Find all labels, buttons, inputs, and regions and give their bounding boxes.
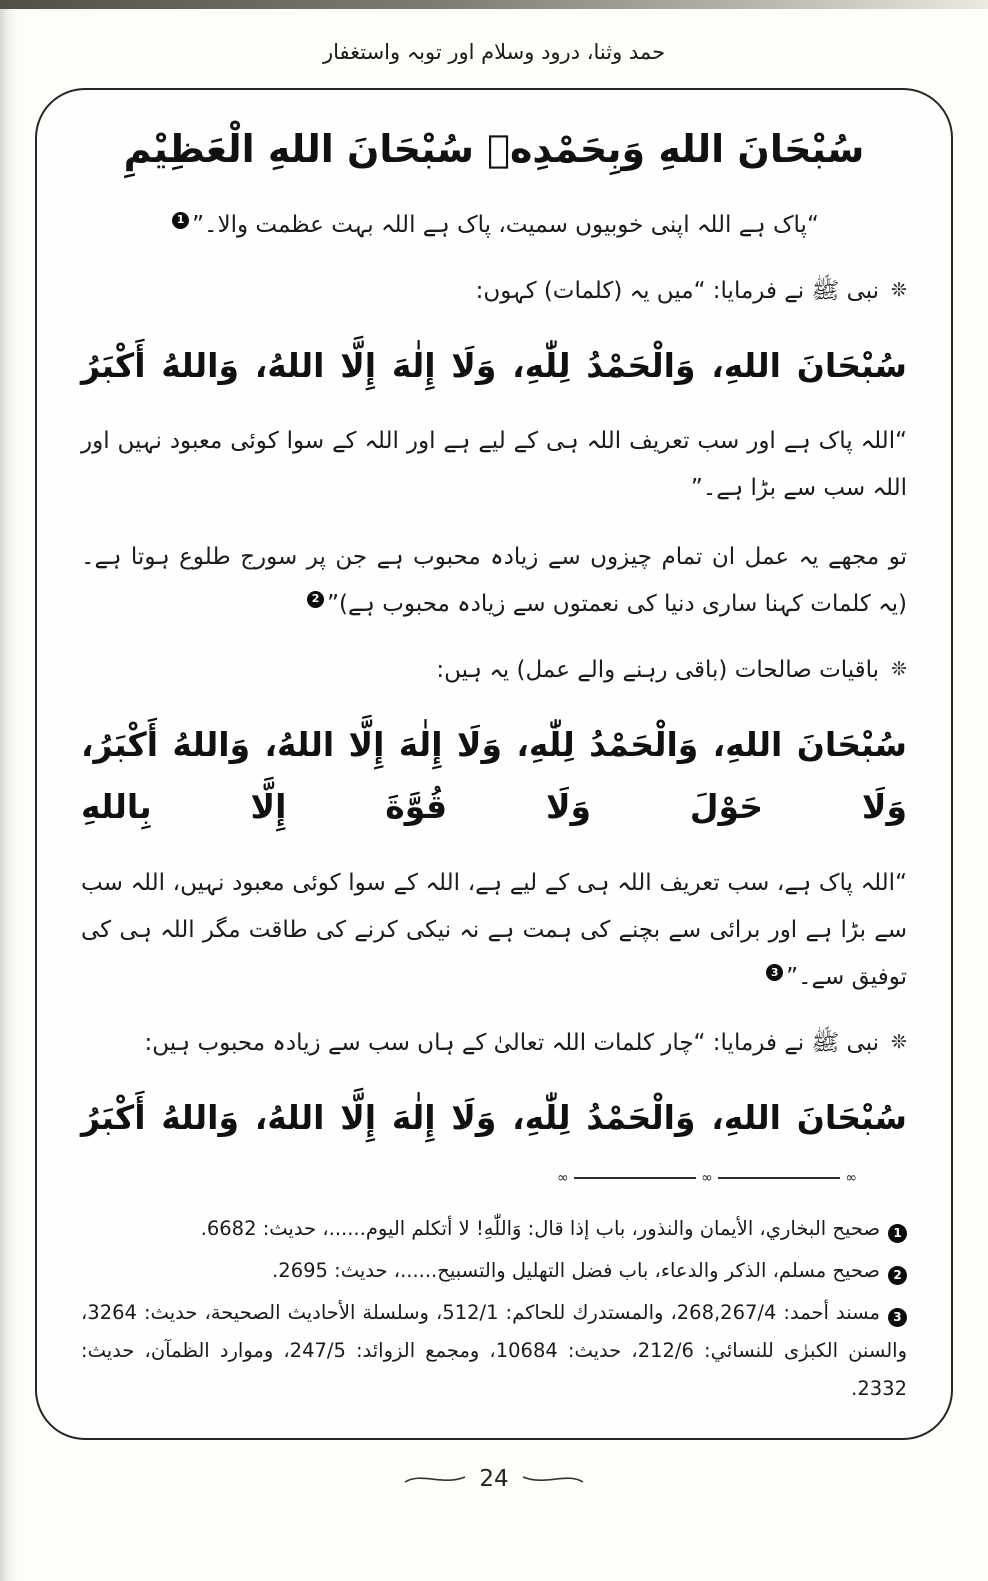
page-header-title: حمد وثنا، درود وسلام اور توبہ واستغفار [322,40,666,64]
hadith-section-intro [81,649,907,693]
scan-edge-artifact [0,0,988,9]
section-intro-text: باقیات صالحات (باقی رہنے والے عمل) یہ ہیں: [436,656,880,683]
urdu-translation: “اللہ پاک ہے اور سب تعریف اللہ ہی کے لیے ہے اور اللہ کے سوا کوئی معبود نہیں اور اللہ سب سے بڑا ہے۔” [81,428,907,502]
translation-text: “اللہ پاک ہے، سب تعریف اللہ ہی کے لیے ہے، اللہ کے سوا کوئی معبود نہیں، اللہ سب سے بڑا ہے اور برائی سے بچنے کی ہمت ہے نہ نیکی کرنے کی طاقت مگر اللہ ہی کی توفیق سے۔” [81,869,907,991]
footnote-item [81,1294,907,1408]
content-frame [35,88,953,1440]
footnote-ref-badge: 3 [766,964,783,981]
section-intro-text: نبی ﷺ نے فرمایا: “میں یہ (کلمات) کہوں: [475,277,880,304]
footnote-number-badge: 1 [888,1224,907,1243]
page-number: 24 [479,1466,509,1492]
footnote-ref-badge: 1 [172,212,189,229]
section-intro-text: نبی ﷺ نے فرمایا: “چار کلمات اللہ تعالیٰ کے ہاں سب سے زیادہ محبوب ہیں: [144,1030,880,1057]
urdu-translation [81,860,907,1001]
footnote-ref-badge: 2 [307,591,324,608]
page-number-flourish-left [403,1471,467,1487]
infinity-ornament-icon: ∞ [556,1169,569,1186]
hadith-section-intro [81,1022,907,1066]
infinity-ornament-icon: ∞ [701,1169,713,1186]
footnotes-section [81,1206,907,1408]
footnote-number-badge: 3 [888,1308,907,1327]
page-footer [0,1466,988,1492]
flower-marker-icon: ❊ [891,278,907,301]
dhikr-arabic-line: سُبْحَانَ اللهِ، وَالْحَمْدُ لِلّٰهِ، وَلَا إِلٰهَ إِلَّا اللهُ، وَاللهُ أَكْبَرُ، وَلَا حَوْلَ وَلَا قُوَّةَ إِلَّا بِاللهِ [81,724,907,827]
hadith-section-intro [81,270,907,314]
translation-text: تو مجھے یہ عمل ان تمام چیزوں سے زیادہ محبوب ہے جن پر سورج طلوع ہوتا ہے۔ (یہ کلمات کہنا ساری دنیا کی نعمتوں سے زیادہ محبوب ہے)” [81,543,907,617]
dhikr-arabic-line: سُبْحَانَ اللهِ، وَالْحَمْدُ لِلّٰهِ، وَلَا إِلٰهَ إِلَّا اللهُ، وَاللهُ أَكْبَرُ [81,1098,907,1138]
footnote-text: صحيح مسلم، الذكر والدعاء، باب فضل التهليل والتسبيح......، حديث: 2695. [272,1258,880,1282]
dhikr-arabic-line: سُبْحَانَ اللهِ، وَالْحَمْدُ لِلّٰهِ، وَلَا إِلٰهَ إِلَّا اللهُ، وَاللهُ أَكْبَرُ [81,345,907,385]
divider-line [718,1177,841,1179]
footnote-number-badge: 2 [888,1266,907,1285]
infinity-ornament-icon: ∞ [845,1169,857,1186]
footnote-divider [557,1171,857,1185]
urdu-translation [81,534,907,628]
flower-marker-icon: ❊ [891,657,907,680]
urdu-translation [81,202,907,249]
page-number-flourish-right [521,1471,585,1487]
flower-marker-icon: ❊ [891,1031,907,1054]
footnote-item [81,1252,907,1290]
divider-line [574,1177,697,1179]
dhikr-arabic-line: سُبْحَانَ اللهِ وَبِحَمْدِهٖ سُبْحَانَ اللهِ الْعَظِيْمِ [123,127,865,171]
footnote-item [81,1210,907,1248]
footnote-text: صحيح البخاري، الأيمان والنذور، باب إذا قال: وَاللّٰهِ! لا أتكلم اليوم......، حديث: 6682. [200,1216,880,1240]
translation-text: “پاک ہے اللہ اپنی خوبیوں سمیت، پاک ہے اللہ بہت عظمت والا۔” [192,211,819,238]
footnote-text: مسند أحمد: 268,267/4، والمستدرك للحاكم: 512/1، وسلسلة الأحاديث الصحيحة، حديث: 3264، والسنن الكبرٰى للنسائي: 212/6، حديث: 10684، ومجمع الزوائد: 247/5، وموارد الظمآن، حديث: 2332. [81,1300,907,1400]
